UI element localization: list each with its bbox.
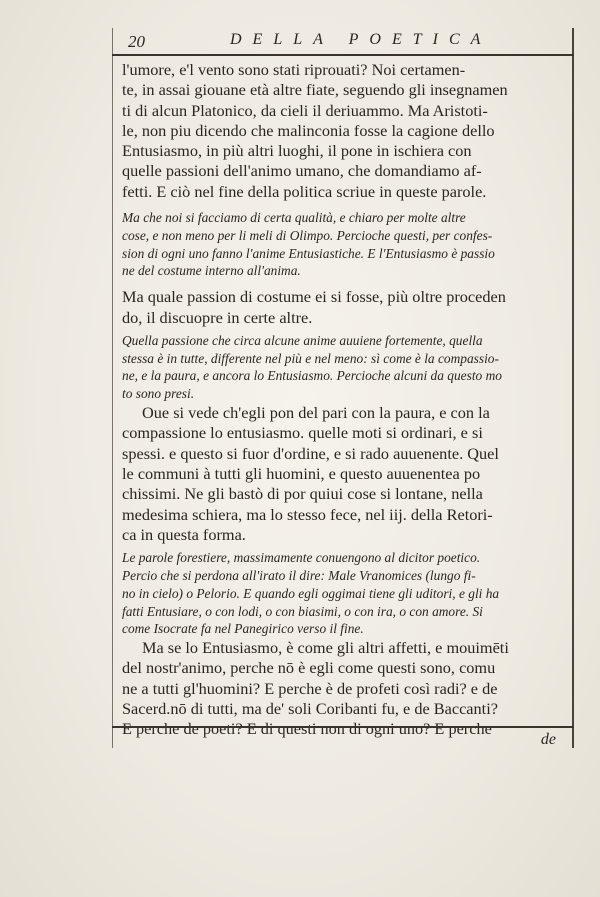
text-line: Oue si vede ch'egli pon del pari con la paura, e con la [142, 403, 490, 423]
quote-line: sion di ogni uno fanno l'anime Entusiastiche. E l'Entusiasmo è passio [122, 245, 495, 261]
quotation-3 [122, 549, 568, 638]
running-title: DELLA POETICA [230, 31, 492, 48]
paragraph-4 [122, 638, 568, 739]
text-line: l'umore, e'l vento sono stati riprouati? Noi certamen- [122, 60, 466, 79]
quote-line: cose, e non meno per li meli di Olimpo. Percioche questi, per confes- [122, 227, 493, 243]
text-line: quelle passioni dell'animo umano, che domandiamo af- [122, 161, 482, 181]
text-line: spessi. e questo si fuor d'ordine, e si rado auuenente. Quel [122, 443, 499, 463]
body-text [122, 60, 568, 740]
text-line: fetti. E ciò nel fine della politica scriue in queste parole. [122, 181, 487, 201]
text-line: Ma quale passion di costume ei si fosse, più oltre proceden [122, 287, 506, 307]
text-line: compassione lo entusiasmo. quelle moti si ordinari, e si [122, 423, 483, 443]
text-line: ca in questa forma. [122, 524, 246, 544]
text-line: do, il discuopre in certe altre. [122, 307, 313, 327]
page-footer [112, 726, 574, 754]
text-line: del nostr'animo, perche nō è egli come questi sono, comu [122, 658, 496, 678]
text-line: ne a tutti gl'huomini? E perche è de profeti così radi? e de [122, 678, 498, 698]
quote-line: to sono presi. [122, 386, 195, 402]
quote-line: fatti Entusiare, o con lodi, o con biasimi, o con ira, o con amore. Si [122, 603, 483, 619]
quote-line: ne, e la paura, e ancora lo Entusiasmo. Percioche alcuni da questo mo [122, 368, 502, 384]
text-line: le communi à tutti gli huomini, e questo auuenentea po [122, 463, 481, 483]
catchword: de [540, 731, 556, 748]
quote-line: stessa è in tutte, differente nel più e nel meno: sì come è la compassio- [122, 350, 499, 366]
quote-line: ne del costume interno all'anima. [122, 263, 301, 279]
text-line: le, non piu dicendo che malinconia fosse la cagione dello [122, 120, 495, 140]
quote-line: Quella passione che circa alcune anime auuiene fortemente, quella [122, 332, 483, 348]
quote-line: Ma che noi si facciamo di certa qualità, e chiaro per molte altre [122, 210, 466, 226]
text-line: Ma se lo Entusiasmo, è come gli altri affetti, e mouimēti [142, 638, 509, 658]
text-line: te, in assai giouane età altre fiate, seguendo gli insegnamen [122, 80, 508, 100]
text-line: ti di alcun Platonico, da cieli il deriuammo. Ma Aristoti- [122, 100, 488, 120]
text-line: medesima schiera, ma lo stesso fece, nel iij. della Retori- [122, 504, 493, 524]
right-margin-rule [572, 28, 574, 748]
quote-line: come Isocrate fa nel Panegirico verso il fine. [122, 621, 364, 637]
quote-line: Le parole forestiere, massimamente conuengono al dicitor poetico. [122, 550, 481, 566]
left-margin-rule [112, 28, 113, 748]
quotation-1 [122, 209, 568, 280]
quote-line: Percio che si perdona all'irato il dire: Male Vranomices (lungo fi- [122, 567, 476, 583]
paragraph-1 [122, 60, 568, 202]
quotation-2 [122, 332, 568, 403]
text-line: Entusiasmo, in più altri luoghi, il pone in ischiera con [122, 141, 472, 161]
paragraph-3 [122, 403, 568, 545]
text-line: chissimi. Ne gli bastò di por quiui cose si lontane, nella [122, 484, 483, 504]
page-header [112, 30, 574, 56]
paragraph-2 [122, 287, 568, 328]
page-number: 20 [128, 32, 145, 51]
text-line: Sacerd.nō di tutti, ma de' soli Coribanti fu, e de Baccanti? [122, 699, 498, 718]
quote-line: no in cielo) o Pelorio. E quando egli oggimai tiene gli uditori, e gli ha [122, 585, 500, 601]
text-line: E perche de poeti? E di questi non di ogni uno? E perche [122, 719, 492, 739]
